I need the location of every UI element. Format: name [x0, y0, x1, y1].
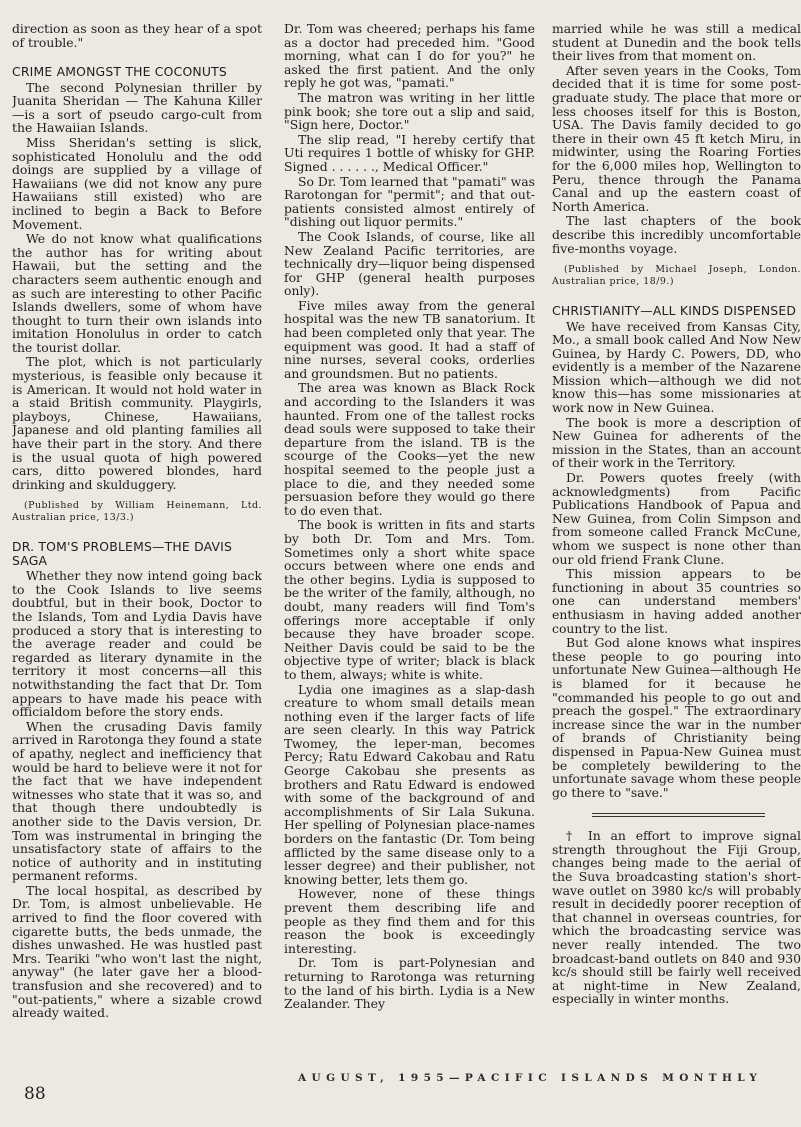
article-paragraph: The book is more a description of New Guinea for adherents of the mission in the States, than an account of their work in the Territory.: [552, 414, 801, 471]
article-headline: DR. TOM'S PROBLEMS—THE DAVIS SAGA: [12, 539, 233, 568]
article-paragraph: The Cook Islands, of course, like all New Zealand Pacific territories, are technically dry—liquor being dispensed for GHP (general health purposes only).: [284, 228, 535, 299]
page-number: 88: [24, 1084, 46, 1104]
article-paragraph: Dr. Powers quotes freely (with acknowledgments) from Pacific Publications Handbook of Papua and New Guinea, from Colin Simpson and from someone called Franck McCune, whom we suspect is none other than our old friend Frank Clune.: [552, 470, 801, 567]
article-paragraph: Five miles away from the general hospital was the new TB sanatorium. It had been completed only that year. The equipment was good. It had a staff of nine nurses, several cooks, orderlies and groundsmen. But no patients.: [284, 297, 535, 381]
column-left: [12, 22, 262, 1021]
article-paragraph: The second Polynesian thriller by Juanita Sheridan — The Kahuna Killer—is a sort of pseudo cargo-cult from the Hawaiian Islands.: [12, 79, 262, 136]
article-paragraph: Whether they now intend going back to the Cook Islands to live seems doubtful, but in their book, Doctor to the Islands, Tom and Lydia Davis have produced a story that is interesting to the average reader and could be regarded as literary dynamite in the territory it most concerns—all this notwithstanding the fact that Dr. Tom appears to have made his peace with officialdom before the story ends.: [12, 568, 262, 720]
article-paragraph: Miss Sheridan's setting is slick, sophisticated Honolulu and the odd doings are supplied by a village of Hawaiians (we did not know any pure Hawaiians still existed) who are inclined to begin a Back to Before Movement.: [12, 134, 262, 232]
article-paragraph: We have received from Kansas City, Mo., a small book called And Now New Guinea, by Hardy C. Powers, DD, who evidently is a member of the Nazarene Mission which—although we did not know this—has some missionaries at work now in New Guinea.: [552, 318, 801, 416]
article-paragraph: The local hospital, as described by Dr. Tom, is almost unbelievable. He arrived to find the floor covered with cigarette butts, the beds unmade, the dishes unwashed. He was hustled past Mrs. Teariki "who won't last the night, anyway" (he later gave her a blood-transfusion and she recovered) and to "out-patients," where a sizable crowd already waited.: [12, 882, 262, 1021]
article-headline: CHRISTIANITY—ALL KINDS DISPENSED: [552, 303, 797, 319]
article-paragraph: So Dr. Tom learned that "pamati" was Rarotongan for "permit"; and that out-patients consisted almost entirely of "dishing out liquor permits.": [284, 173, 535, 230]
article-paragraph: The last chapters of the book describe this incredibly uncomfortable five-months voyage.: [552, 213, 801, 256]
article-paragraph: But God alone knows what inspires these people to go pouring into unfortunate New Guinea—although He is blamed for it because he "commanded his people to go out and preach the gospel." The extraordinary increase since the war in the number of brands of Christianity being dispensed in Papua-New Guinea must be completely bewildering to the unfortunate savage whom these people go there to "save.": [552, 635, 801, 800]
article-paragraph: Lydia one imagines as a slap-dash creature to whom small details mean nothing even if the larger facts of life are seen clearly. In this way Patrick Twomey, the leper-man, becomes Percy; Ratu Edward Cakobau and Ratu George Cakobau she presents as brothers and Ratu Edward is endowed with some of the background of and accomplishments of Sir Lala Sukuna. Her spelling of Polynesian place-names borders on the fantastic (Dr. Tom being afflicted by the same disease only to a lesser degree) and their publisher, not knowing better, lets them go.: [284, 681, 535, 887]
article-paragraph: When the crusading Davis family arrived in Rarotonga they found a state of apathy, neglect and inefficiency that would be hard to believe were it not for the fact that we have independent witnesses who state that it was so, and that though there undoubtedly is another side to the Davis version, Dr. Tom was instrumental in bringing the unsatisfactory state of affairs to the notice of authority and in instituting permanent reforms.: [12, 718, 262, 884]
article-paragraph: Dr. Tom was cheered; perhaps his fame as a doctor had preceded him. "Good morning, what can I do for you?" he asked the first patient. And the only reply he got was, "pamati.": [284, 22, 535, 91]
column-right: [552, 22, 801, 1007]
article-headline: CRIME AMONGST THE COCONUTS: [12, 64, 227, 80]
article-paragraph: Dr. Tom is part-Polynesian and returning to Rarotonga was returning to the land of his birth. Lydia is a New Zealander. They: [284, 955, 535, 1012]
publication-note: (Published by Michael Joseph, London. Australian price, 18/9.): [552, 264, 801, 288]
article-paragraph: The area was known as Black Rock and according to the Islanders it was haunted. From one of the tallest rocks dead souls were supposed to take their departure from the island. TB is the scourge of the Cooks—yet the new hospital seemed to the people just a place to die, and they needed some persuasion before they would go there to do even that.: [284, 380, 535, 518]
article-paragraph: However, none of these things prevent them describing life and people as they find them and for this reason the book is exceedingly interesting.: [284, 886, 535, 956]
article-paragraph: The plot, which is not particularly mysterious, is feasible only because it is American. It would not hold water in a staid British community. Playgirls, playboys, Chinese, Hawaiians, Japanese and old planting families all have their part in the story. And there is the usual quota of high powered cars, ditto powered blondes, hard drinking and skulduggery.: [12, 354, 262, 492]
article-paragraph: This mission appears to be functioning in about 35 countries so one can understand members' enthusiasm in having added another country to the list.: [552, 566, 801, 636]
article-paragraph: The slip read, "I hereby certify that Uti requires 1 bottle of whisky for GHP. Signed . . . . . ., Medical Officer.": [284, 131, 535, 174]
publication-note: (Published by William Heinemann, Ltd. Australian price, 13/3.): [12, 500, 262, 524]
column-middle: [284, 22, 535, 1012]
article-paragraph: married while he was still a medical student at Dunedin and the book tells their lives from that moment on.: [552, 22, 801, 64]
article-paragraph: † In an effort to improve signal strength throughout the Fiji Group, changes being made to the aerial of the Suva broadcasting station's short-wave outlet on 3980 kc/s will probably result in decidedly poorer reception of that channel in overseas countries, for which the broadcasting service was never really intended. The two broadcast-band outlets on 840 and 930 kc/s should still be fairly well received at night-time in New Zealand, especially in winter months.: [552, 828, 801, 1007]
article-paragraph: The book is written in fits and starts by both Dr. Tom and Mrs. Tom. Sometimes only a short white space occurs between where one ends and the other begins. Lydia is supposed to be the writer of the family, although, no doubt, many readers will find Tom's offerings more acceptable if only because they have broader scope. Neither Davis could be said to be the objective type of writer; black is black to them, always; white is white.: [284, 517, 535, 682]
article-paragraph: direction as soon as they hear of a spot of trouble.": [12, 22, 262, 50]
article-paragraph: We do not know what qualifications the author has for writing about Hawaii, but the setting and the characters seem authentic enough and as such are interesting to other Pacific Islands dwellers, some of whom have thought to turn their own islands into imitation Honolulus in order to catch the tourist dollar.: [12, 231, 262, 355]
running-footer: AUGUST, 1955—PACIFIC ISLANDS MONTHLY: [298, 1072, 763, 1084]
page-footer: [0, 1072, 801, 1112]
article-paragraph: After seven years in the Cooks, Tom decided that it is time for some post-graduate study. The place that more or less chooses itself for this is Boston, USA. The Davis family decided to go there in their own 45 ft ketch Miru, in midwinter, using the Roaring Forties for the 6,000 miles hop, Wellington to Peru, thence through the Panama Canal and up the eastern coast of North America.: [552, 62, 801, 214]
article-paragraph: The matron was writing in her little pink book; she tore out a slip and said, "Sign here, Doctor.": [284, 89, 535, 133]
section-divider: [552, 813, 801, 817]
